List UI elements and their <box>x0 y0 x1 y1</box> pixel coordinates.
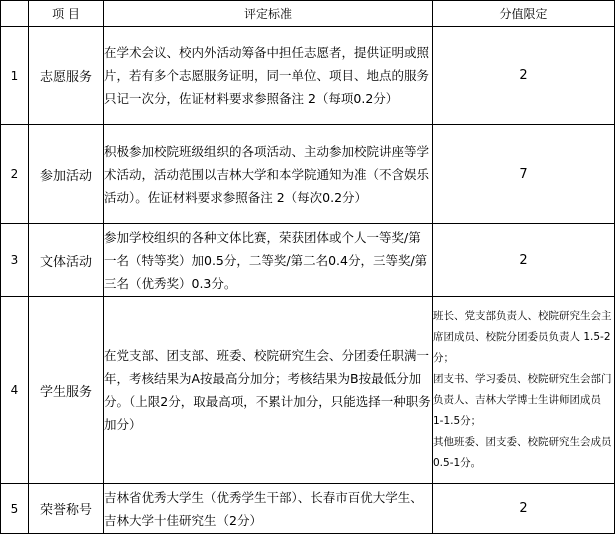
table-row <box>1 27 615 125</box>
table-row <box>1 224 615 297</box>
row-score: 7 <box>433 125 615 224</box>
table-row <box>1 484 615 534</box>
header-standard: 评定标准 <box>104 1 433 27</box>
row-item: 学生服务 <box>29 297 104 484</box>
row-number: 4 <box>1 297 29 484</box>
table-row <box>1 125 615 224</box>
row-score: 2 <box>433 224 615 297</box>
row-standard: 积极参加校院班级组织的各项活动、主动参加校院讲座等学术活动，活动范围以吉林大学和本学院通知为准（不含娱乐活动）。佐证材料要求参照备注 2（每次0.2分） <box>104 125 433 224</box>
row-item: 参加活动 <box>29 125 104 224</box>
row-number: 5 <box>1 484 29 534</box>
row-score-detail <box>433 297 615 484</box>
row-standard: 在学术会议、校内外活动筹备中担任志愿者，提供证明或照片，若有多个志愿服务证明，同一单位、项目、地点的服务只记一次分，佐证材料要求参照备注 2（每项0.2分） <box>104 27 433 125</box>
row-item: 文体活动 <box>29 224 104 297</box>
row-score: 2 <box>433 484 615 534</box>
score-detail-line: 团支书、学习委员、校院研究生会部门负责人、吉林大学博士生讲师团成员 1-1.5分； <box>433 373 612 427</box>
row-item: 志愿服务 <box>29 27 104 125</box>
table-row <box>1 297 615 484</box>
row-standard: 吉林省优秀大学生（优秀学生干部）、长春市百优大学生、吉林大学十佳研究生（2分） <box>104 484 433 534</box>
row-standard: 参加学校组织的各种文体比赛，荣获团体或个人一等奖/第一名（特等奖）加0.5分，二等奖/第二名0.4分，三等奖/第三名（优秀奖）0.3分。 <box>104 224 433 297</box>
row-number: 2 <box>1 125 29 224</box>
header-score: 分值限定 <box>433 1 615 27</box>
table-header-row <box>1 1 615 27</box>
row-standard: 在党支部、团支部、班委、校院研究生会、分团委任职满一年，考核结果为A按最高分加分；考核结果为B按最低分加分。（上限2分，取最高项，不累计加分，只能选择一种职务加分） <box>104 297 433 484</box>
header-item: 项 目 <box>29 1 104 27</box>
row-number: 1 <box>1 27 29 125</box>
row-score: 2 <box>433 27 615 125</box>
row-number: 3 <box>1 224 29 297</box>
score-detail-line: 其他班委、团支委、校院研究生会成员 0.5-1分。 <box>433 436 612 469</box>
row-item: 荣誉称号 <box>29 484 104 534</box>
header-index <box>1 1 29 27</box>
score-detail-line: 班长、党支部负责人、校院研究生会主席团成员、校院分团委员负责人 1.5-2分； <box>433 310 612 364</box>
